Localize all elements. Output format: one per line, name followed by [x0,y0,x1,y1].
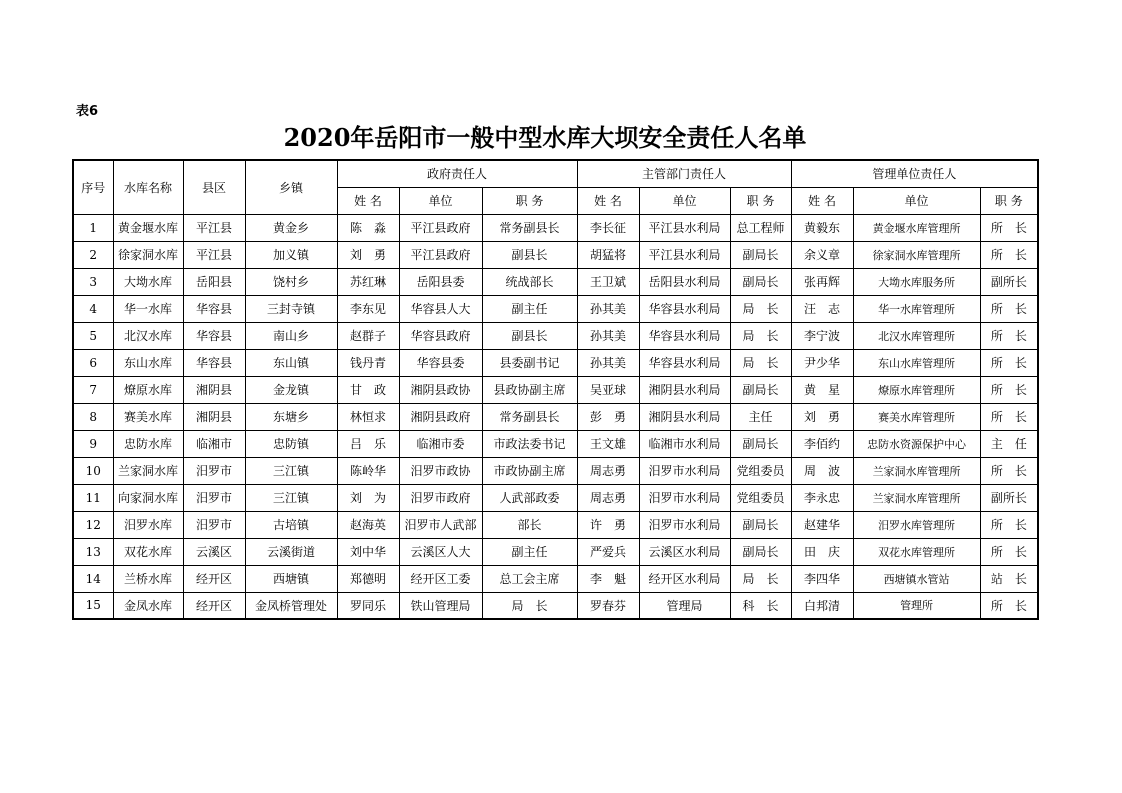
cell-seq: 10 [73,457,113,484]
cell-dept-unit: 管理局 [639,592,730,619]
cell-gov-post: 部长 [482,511,577,538]
cell-mgmt-unit: 汨罗水库管理所 [853,511,980,538]
table-row [73,349,1038,376]
cell-gov-post: 人武部政委 [482,484,577,511]
cell-town: 忠防镇 [245,430,337,457]
cell-dept-unit: 华容县水利局 [639,322,730,349]
cell-dept-unit: 经开区水利局 [639,565,730,592]
table-row [73,430,1038,457]
cell-gov-unit: 华容县政府 [399,322,482,349]
cell-dept-unit: 湘阴县水利局 [639,403,730,430]
table-row [73,403,1038,430]
header-gov-post: 职 务 [482,187,577,214]
cell-gov-unit: 岳阳县委 [399,268,482,295]
header-county: 县区 [183,160,245,214]
cell-mgmt-post: 所 长 [980,592,1038,619]
cell-seq: 2 [73,241,113,268]
cell-gov-unit: 汨罗市政府 [399,484,482,511]
cell-gov-post: 副主任 [482,295,577,322]
cell-mgmt-post: 副所长 [980,268,1038,295]
cell-mgmt-name: 周 波 [791,457,853,484]
cell-dept-name: 彭 勇 [577,403,639,430]
cell-gov-unit: 铁山管理局 [399,592,482,619]
cell-gov-post: 副县长 [482,322,577,349]
cell-dept-post: 局 长 [730,295,791,322]
cell-seq: 12 [73,511,113,538]
cell-seq: 7 [73,376,113,403]
cell-town: 黄金乡 [245,214,337,241]
responsibility-table [72,159,1039,620]
cell-gov-unit: 临湘市委 [399,430,482,457]
cell-mgmt-name: 李四华 [791,565,853,592]
cell-gov-post: 副主任 [482,538,577,565]
cell-gov-name: 郑德明 [337,565,399,592]
cell-gov-unit: 汨罗市政协 [399,457,482,484]
cell-mgmt-post: 所 长 [980,214,1038,241]
cell-seq: 9 [73,430,113,457]
cell-dept-name: 许 勇 [577,511,639,538]
cell-gov-unit: 湘阴县政协 [399,376,482,403]
cell-mgmt-post: 所 长 [980,403,1038,430]
cell-seq: 13 [73,538,113,565]
table-label: 表6 [76,104,99,119]
cell-dept-post: 副局长 [730,430,791,457]
cell-mgmt-post: 所 长 [980,457,1038,484]
cell-dept-post: 局 长 [730,565,791,592]
cell-gov-unit: 平江县政府 [399,241,482,268]
cell-reservoir: 向家洞水库 [113,484,183,511]
cell-dept-name: 李 魁 [577,565,639,592]
header-gov-name: 姓 名 [337,187,399,214]
cell-gov-post: 总工会主席 [482,565,577,592]
cell-dept-name: 孙其美 [577,295,639,322]
cell-gov-name: 刘中华 [337,538,399,565]
cell-mgmt-unit: 东山水库管理所 [853,349,980,376]
cell-dept-name: 严爱兵 [577,538,639,565]
cell-dept-post: 副局长 [730,376,791,403]
cell-gov-name: 甘 政 [337,376,399,403]
cell-dept-name: 李长征 [577,214,639,241]
cell-mgmt-unit: 管理所 [853,592,980,619]
cell-town: 古培镇 [245,511,337,538]
cell-mgmt-post: 主 任 [980,430,1038,457]
cell-mgmt-post: 所 长 [980,511,1038,538]
cell-mgmt-post: 所 长 [980,241,1038,268]
cell-reservoir: 徐家洞水库 [113,241,183,268]
cell-mgmt-name: 余义章 [791,241,853,268]
cell-gov-unit: 汨罗市人武部 [399,511,482,538]
cell-mgmt-unit: 北汉水库管理所 [853,322,980,349]
cell-gov-unit: 华容县委 [399,349,482,376]
cell-county: 平江县 [183,241,245,268]
cell-mgmt-name: 李永忠 [791,484,853,511]
table-row [73,538,1038,565]
cell-seq: 11 [73,484,113,511]
cell-dept-name: 周志勇 [577,457,639,484]
cell-dept-unit: 汨罗市水利局 [639,484,730,511]
table-row [73,592,1038,619]
table-body [73,214,1038,619]
cell-dept-name: 孙其美 [577,322,639,349]
cell-county: 华容县 [183,349,245,376]
cell-gov-name: 钱丹青 [337,349,399,376]
cell-mgmt-unit: 忠防水资源保护中心 [853,430,980,457]
header-town: 乡镇 [245,160,337,214]
cell-seq: 15 [73,592,113,619]
cell-gov-post: 常务副县长 [482,403,577,430]
cell-gov-name: 苏红琳 [337,268,399,295]
cell-seq: 3 [73,268,113,295]
cell-seq: 1 [73,214,113,241]
cell-dept-post: 主任 [730,403,791,430]
cell-town: 西塘镇 [245,565,337,592]
cell-dept-name: 罗春芬 [577,592,639,619]
cell-county: 华容县 [183,295,245,322]
cell-dept-unit: 云溪区水利局 [639,538,730,565]
page-title: 2020年岳阳市一般中型水库大坝安全责任人名单 [283,123,807,152]
cell-reservoir: 大坳水库 [113,268,183,295]
cell-gov-name: 李东见 [337,295,399,322]
cell-mgmt-post: 副所长 [980,484,1038,511]
cell-dept-unit: 湘阴县水利局 [639,376,730,403]
cell-gov-name: 罗同乐 [337,592,399,619]
cell-county: 湘阴县 [183,376,245,403]
cell-county: 湘阴县 [183,403,245,430]
cell-mgmt-unit: 大坳水库服务所 [853,268,980,295]
cell-dept-name: 王卫斌 [577,268,639,295]
cell-mgmt-name: 汪 志 [791,295,853,322]
cell-gov-post: 统战部长 [482,268,577,295]
cell-mgmt-name: 黄 星 [791,376,853,403]
cell-dept-post: 党组委员 [730,484,791,511]
cell-reservoir: 华一水库 [113,295,183,322]
cell-town: 三江镇 [245,457,337,484]
cell-dept-name: 周志勇 [577,484,639,511]
cell-dept-name: 王文雄 [577,430,639,457]
header-mgmt-group: 管理单位责任人 [791,160,1038,187]
cell-reservoir: 赛美水库 [113,403,183,430]
header-seq: 序号 [73,160,113,214]
cell-mgmt-name: 白邦清 [791,592,853,619]
cell-mgmt-unit: 华一水库管理所 [853,295,980,322]
cell-mgmt-name: 赵建华 [791,511,853,538]
cell-reservoir: 双花水库 [113,538,183,565]
header-mgmt-unit: 单位 [853,187,980,214]
cell-dept-post: 副局长 [730,241,791,268]
cell-gov-name: 刘 勇 [337,241,399,268]
header-mgmt-name: 姓 名 [791,187,853,214]
cell-mgmt-post: 所 长 [980,538,1038,565]
cell-reservoir: 东山水库 [113,349,183,376]
cell-town: 南山乡 [245,322,337,349]
cell-gov-post: 市政法委书记 [482,430,577,457]
table-row [73,457,1038,484]
cell-gov-post: 县政协副主席 [482,376,577,403]
cell-mgmt-post: 所 长 [980,376,1038,403]
cell-dept-unit: 岳阳县水利局 [639,268,730,295]
cell-county: 汨罗市 [183,511,245,538]
cell-seq: 5 [73,322,113,349]
cell-gov-post: 副县长 [482,241,577,268]
cell-gov-post: 县委副书记 [482,349,577,376]
cell-dept-name: 吴亚球 [577,376,639,403]
cell-town: 金龙镇 [245,376,337,403]
cell-dept-unit: 平江县水利局 [639,241,730,268]
cell-mgmt-name: 李佰约 [791,430,853,457]
table-row [73,214,1038,241]
cell-reservoir: 忠防水库 [113,430,183,457]
cell-mgmt-post: 所 长 [980,349,1038,376]
cell-mgmt-post: 所 长 [980,322,1038,349]
cell-dept-unit: 华容县水利局 [639,295,730,322]
header-gov-group: 政府责任人 [337,160,577,187]
cell-mgmt-name: 尹少华 [791,349,853,376]
cell-town: 东山镇 [245,349,337,376]
cell-reservoir: 黄金堰水库 [113,214,183,241]
header-dept-name: 姓 名 [577,187,639,214]
cell-gov-name: 林恒求 [337,403,399,430]
cell-town: 东塘乡 [245,403,337,430]
cell-mgmt-post: 站 长 [980,565,1038,592]
cell-reservoir: 汨罗水库 [113,511,183,538]
cell-town: 饶村乡 [245,268,337,295]
cell-seq: 8 [73,403,113,430]
cell-seq: 6 [73,349,113,376]
cell-mgmt-unit: 黄金堰水库管理所 [853,214,980,241]
cell-gov-post: 市政协副主席 [482,457,577,484]
cell-gov-name: 赵海英 [337,511,399,538]
cell-dept-unit: 平江县水利局 [639,214,730,241]
cell-mgmt-unit: 赛美水库管理所 [853,403,980,430]
table-row [73,511,1038,538]
header-dept-group: 主管部门责任人 [577,160,791,187]
cell-county: 岳阳县 [183,268,245,295]
cell-dept-unit: 汨罗市水利局 [639,511,730,538]
header-dept-post: 职 务 [730,187,791,214]
cell-dept-post: 副局长 [730,268,791,295]
cell-dept-unit: 临湘市水利局 [639,430,730,457]
cell-county: 华容县 [183,322,245,349]
cell-town: 三江镇 [245,484,337,511]
cell-mgmt-unit: 西塘镇水管站 [853,565,980,592]
cell-dept-name: 孙其美 [577,349,639,376]
cell-dept-post: 副局长 [730,538,791,565]
cell-seq: 14 [73,565,113,592]
cell-gov-name: 吕 乐 [337,430,399,457]
cell-dept-post: 总工程师 [730,214,791,241]
cell-mgmt-unit: 兰家洞水库管理所 [853,457,980,484]
header-reservoir: 水库名称 [113,160,183,214]
header-dept-unit: 单位 [639,187,730,214]
cell-dept-name: 胡猛将 [577,241,639,268]
cell-reservoir: 兰家洞水库 [113,457,183,484]
cell-reservoir: 兰桥水库 [113,565,183,592]
cell-seq: 4 [73,295,113,322]
header-mgmt-post: 职 务 [980,187,1038,214]
cell-county: 临湘市 [183,430,245,457]
cell-mgmt-post: 所 长 [980,295,1038,322]
header-gov-unit: 单位 [399,187,482,214]
cell-gov-unit: 华容县人大 [399,295,482,322]
table-row [73,322,1038,349]
cell-gov-name: 刘 为 [337,484,399,511]
cell-dept-unit: 汨罗市水利局 [639,457,730,484]
cell-county: 汨罗市 [183,484,245,511]
cell-mgmt-name: 黄毅东 [791,214,853,241]
cell-dept-unit: 华容县水利局 [639,349,730,376]
cell-gov-unit: 经开区工委 [399,565,482,592]
cell-gov-name: 陈岭华 [337,457,399,484]
table-row [73,268,1038,295]
cell-mgmt-unit: 徐家洞水库管理所 [853,241,980,268]
cell-reservoir: 燎原水库 [113,376,183,403]
cell-dept-post: 党组委员 [730,457,791,484]
cell-gov-name: 赵群子 [337,322,399,349]
cell-mgmt-name: 田 庆 [791,538,853,565]
cell-mgmt-name: 刘 勇 [791,403,853,430]
cell-dept-post: 科 长 [730,592,791,619]
cell-dept-post: 副局长 [730,511,791,538]
cell-dept-post: 局 长 [730,349,791,376]
cell-town: 云溪街道 [245,538,337,565]
cell-town: 金凤桥管理处 [245,592,337,619]
cell-reservoir: 金凤水库 [113,592,183,619]
table-row [73,376,1038,403]
cell-gov-post: 常务副县长 [482,214,577,241]
cell-mgmt-unit: 兰家洞水库管理所 [853,484,980,511]
cell-gov-name: 陈 淼 [337,214,399,241]
cell-gov-unit: 湘阴县政府 [399,403,482,430]
cell-gov-unit: 云溪区人大 [399,538,482,565]
table-row [73,295,1038,322]
cell-gov-unit: 平江县政府 [399,214,482,241]
cell-mgmt-unit: 燎原水库管理所 [853,376,980,403]
cell-mgmt-name: 张再辉 [791,268,853,295]
cell-county: 经开区 [183,565,245,592]
table-row [73,565,1038,592]
cell-county: 平江县 [183,214,245,241]
cell-reservoir: 北汉水库 [113,322,183,349]
cell-dept-post: 局 长 [730,322,791,349]
cell-county: 经开区 [183,592,245,619]
cell-town: 加义镇 [245,241,337,268]
cell-town: 三封寺镇 [245,295,337,322]
table-row [73,484,1038,511]
table-row [73,241,1038,268]
cell-county: 汨罗市 [183,457,245,484]
cell-gov-post: 局 长 [482,592,577,619]
cell-mgmt-unit: 双花水库管理所 [853,538,980,565]
cell-county: 云溪区 [183,538,245,565]
cell-mgmt-name: 李宁波 [791,322,853,349]
